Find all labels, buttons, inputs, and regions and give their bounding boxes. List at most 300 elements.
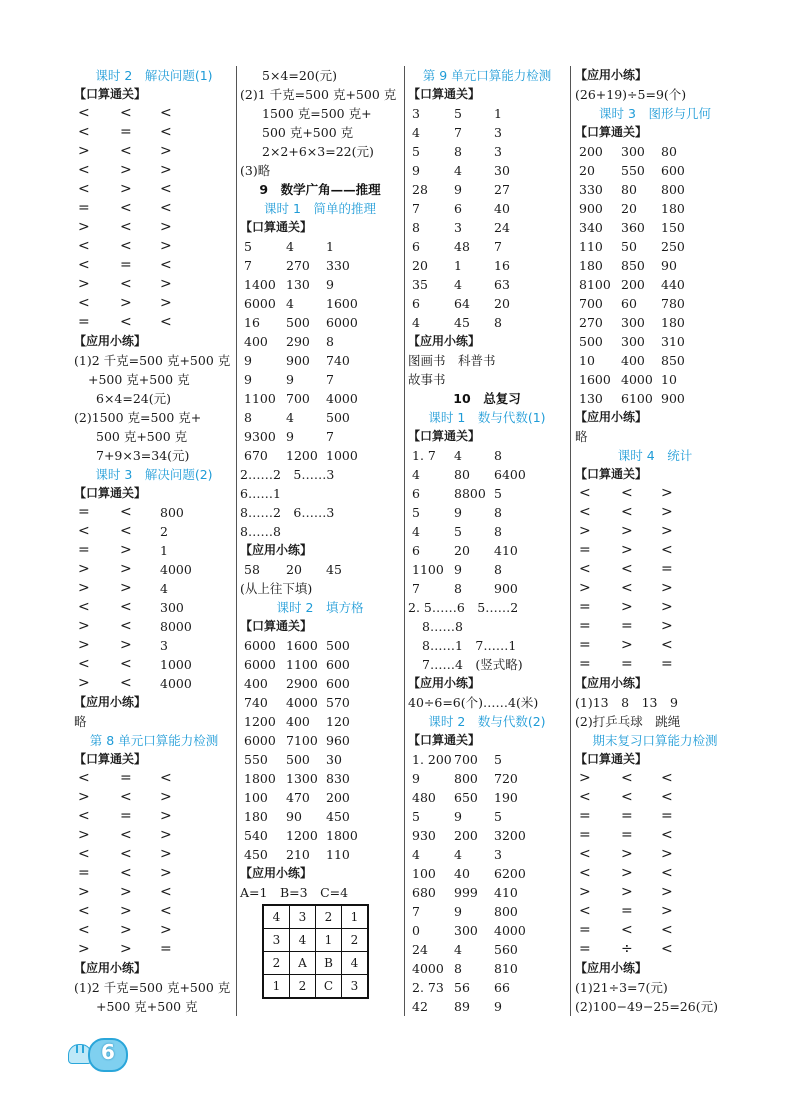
answer-row xyxy=(408,123,566,142)
answer-row xyxy=(240,750,400,769)
answer-text: 5×4=20(元) xyxy=(262,68,338,83)
grid-cell: 2 xyxy=(342,929,369,952)
answer-cell: > xyxy=(78,884,90,900)
answer-cell: 6000 xyxy=(244,296,276,311)
answer-cell: 400 xyxy=(286,714,310,729)
answer-row xyxy=(74,674,234,693)
answer-cell: 42 xyxy=(412,999,428,1014)
answer-cell: 80 xyxy=(661,144,677,159)
answer-row xyxy=(575,788,735,807)
answer-cell: 7 xyxy=(326,429,334,444)
answer-cell: 8 xyxy=(494,524,502,539)
answer-text: (1)21÷3=7(元) xyxy=(575,980,668,995)
answer-row xyxy=(240,712,400,731)
answer-row xyxy=(408,446,566,465)
answer-cell: > xyxy=(160,219,172,235)
answer-row xyxy=(575,484,735,503)
answer-row xyxy=(240,674,400,693)
answer-cell: < xyxy=(160,124,172,140)
answer-text: A=1 B=3 C=4 xyxy=(240,885,349,900)
answer-cell: 250 xyxy=(661,239,685,254)
answer-cell: > xyxy=(579,884,591,900)
answer-cell: = xyxy=(579,808,591,824)
answer-cell: 4 xyxy=(454,448,462,463)
answer-cell: 56 xyxy=(454,980,470,995)
answer-text: 2. 5……6 5……2 xyxy=(408,600,519,615)
answer-row xyxy=(240,332,400,351)
answer-cell: > xyxy=(78,219,90,235)
answer-text: (26+19)÷5=9(个) xyxy=(575,87,687,102)
answer-cell: = xyxy=(579,637,591,653)
answer-cell: 180 xyxy=(579,258,603,273)
section-heading: 【口算通关】 xyxy=(408,429,481,443)
answer-cell: 130 xyxy=(579,391,603,406)
answer-cell: 1. 7 xyxy=(412,448,436,463)
answer-row xyxy=(240,237,400,256)
answer-cell: 35 xyxy=(412,277,428,292)
answer-row xyxy=(575,313,735,332)
answer-cell: < xyxy=(661,789,673,805)
section-heading: 【口算通关】 xyxy=(575,752,648,766)
answer-cell: > xyxy=(621,846,633,862)
answer-row xyxy=(575,218,735,237)
answer-cell: 450 xyxy=(244,847,268,862)
answer-cell: 4 xyxy=(412,125,420,140)
answer-cell: 4000 xyxy=(160,562,192,577)
answer-row xyxy=(575,370,735,389)
answer-cell: 480 xyxy=(412,790,436,805)
answer-row xyxy=(74,313,234,332)
section-heading: 【口算通关】 xyxy=(408,733,481,747)
answer-cell: = xyxy=(579,618,591,634)
answer-cell: = xyxy=(621,656,633,672)
answer-cell: 810 xyxy=(494,961,518,976)
answer-cell: 45 xyxy=(326,562,342,577)
answer-cell: 180 xyxy=(244,809,268,824)
answer-cell: 5 xyxy=(494,752,502,767)
answer-cell: 500 xyxy=(579,334,603,349)
answer-row xyxy=(408,541,566,560)
answer-cell: 670 xyxy=(244,448,268,463)
answer-cell: 1800 xyxy=(326,828,358,843)
answer-row xyxy=(74,940,234,959)
answer-cell: < xyxy=(661,865,673,881)
answer-cell: 20 xyxy=(412,258,428,273)
answer-cell: > xyxy=(120,884,132,900)
answer-cell: 6000 xyxy=(244,657,276,672)
answer-cell: 9 xyxy=(454,505,462,520)
answer-cell: 10 xyxy=(661,372,677,387)
answer-row xyxy=(74,142,234,161)
answer-cell: > xyxy=(120,181,132,197)
answer-row xyxy=(575,541,735,560)
answer-cell: 720 xyxy=(494,771,518,786)
answer-cell: > xyxy=(661,846,673,862)
answer-cell: 900 xyxy=(661,391,685,406)
answer-cell: 8 xyxy=(494,315,502,330)
answer-cell: < xyxy=(120,827,132,843)
page-number-badge xyxy=(66,1036,136,1070)
answer-row xyxy=(240,446,400,465)
answer-row xyxy=(575,921,735,940)
answer-row xyxy=(74,921,234,940)
answer-cell: < xyxy=(579,789,591,805)
answer-cell: = xyxy=(621,618,633,634)
answer-cell: 8 xyxy=(494,448,502,463)
answer-cell: > xyxy=(661,618,673,634)
answer-cell: = xyxy=(120,808,132,824)
answer-cell: 5 xyxy=(412,809,420,824)
answer-cell: > xyxy=(78,143,90,159)
answer-row xyxy=(74,218,234,237)
answer-cell: 9 xyxy=(412,771,420,786)
answer-cell: 1 xyxy=(454,258,462,273)
answer-cell: > xyxy=(120,941,132,957)
answer-cell: 6100 xyxy=(621,391,653,406)
answer-row xyxy=(575,161,735,180)
answer-cell: 1100 xyxy=(244,391,276,406)
answer-row xyxy=(408,807,566,826)
answer-cell: 190 xyxy=(494,790,518,805)
answer-cell: > xyxy=(78,276,90,292)
answer-cell: 4 xyxy=(454,163,462,178)
answer-text: 500 克+500 克 xyxy=(96,429,188,444)
answer-cell: 7 xyxy=(494,239,502,254)
answer-cell: 6 xyxy=(412,543,420,558)
answer-cell: 200 xyxy=(621,277,645,292)
answer-cell: 9300 xyxy=(244,429,276,444)
answer-row xyxy=(74,522,234,541)
answer-text: 7+9×3=34(元) xyxy=(96,448,190,463)
section-heading: 【口算通关】 xyxy=(240,619,313,633)
answer-cell: 110 xyxy=(579,239,603,254)
answer-cell: 4 xyxy=(454,847,462,862)
grid-cell: C xyxy=(316,975,342,999)
answer-row xyxy=(240,788,400,807)
answer-cell: 930 xyxy=(412,828,436,843)
answer-text: 6……1 xyxy=(240,486,281,501)
answer-cell: 7 xyxy=(454,125,462,140)
answer-row xyxy=(408,313,566,332)
answer-cell: = xyxy=(579,827,591,843)
answer-row xyxy=(575,769,735,788)
answer-cell: < xyxy=(621,561,633,577)
answer-cell: 1200 xyxy=(244,714,276,729)
grid-cell: 1 xyxy=(263,975,290,999)
answer-cell: 300 xyxy=(160,600,184,615)
answer-cell: 9 xyxy=(244,353,252,368)
answer-cell: < xyxy=(579,561,591,577)
answer-cell: 180 xyxy=(661,315,685,330)
section-heading: 【应用小练】 xyxy=(575,410,648,424)
answer-cell: 300 xyxy=(621,144,645,159)
page-number: 6 xyxy=(101,1040,115,1064)
answer-row xyxy=(575,940,735,959)
lesson-title: 10 总复习 xyxy=(453,391,521,406)
answer-cell: 3 xyxy=(494,847,502,862)
grid-cell: 3 xyxy=(290,905,316,929)
answer-row xyxy=(240,731,400,750)
answer-cell: = xyxy=(120,124,132,140)
answer-column-1 xyxy=(74,66,234,1016)
answer-cell: 4000 xyxy=(286,695,318,710)
answer-cell: 740 xyxy=(326,353,350,368)
answer-cell: > xyxy=(621,523,633,539)
lesson-title: 课时 1 数与代数(1) xyxy=(428,410,546,425)
answer-cell: < xyxy=(120,219,132,235)
answer-row xyxy=(240,256,400,275)
answer-cell: 2900 xyxy=(286,676,318,691)
answer-cell: 300 xyxy=(621,334,645,349)
answer-cell: = xyxy=(621,903,633,919)
answer-cell: 48 xyxy=(454,239,470,254)
answer-cell: 500 xyxy=(286,315,310,330)
grid-cell: 2 xyxy=(316,905,342,929)
column-divider xyxy=(570,66,571,1016)
answer-cell: > xyxy=(120,580,132,596)
answer-cell: > xyxy=(160,922,172,938)
answer-cell: 1200 xyxy=(286,448,318,463)
answer-cell: = xyxy=(120,257,132,273)
answer-row xyxy=(408,940,566,959)
answer-cell: 9 xyxy=(454,809,462,824)
answer-row xyxy=(408,522,566,541)
answer-cell: 310 xyxy=(661,334,685,349)
answer-cell: 1000 xyxy=(326,448,358,463)
answer-cell: < xyxy=(120,865,132,881)
answer-row xyxy=(575,294,735,313)
answer-text: (1)2 千克=500 克+500 克 xyxy=(74,980,231,995)
answer-cell: < xyxy=(78,846,90,862)
answer-cell: > xyxy=(78,675,90,691)
answer-cell: 20 xyxy=(494,296,510,311)
answer-cell: < xyxy=(120,504,132,520)
grid-cell: 2 xyxy=(290,975,316,999)
answer-row xyxy=(575,256,735,275)
answer-row xyxy=(575,560,735,579)
section-heading: 【应用小练】 xyxy=(575,961,648,975)
answer-cell: < xyxy=(78,295,90,311)
answer-row xyxy=(408,161,566,180)
answer-cell: 3 xyxy=(160,638,168,653)
answer-cell: 5 xyxy=(494,486,502,501)
section-heading: 【口算通关】 xyxy=(74,752,147,766)
section-heading: 【口算通关】 xyxy=(575,467,648,481)
answer-column-2 xyxy=(240,66,400,1008)
answer-row xyxy=(74,541,234,560)
answer-cell: 440 xyxy=(661,277,685,292)
answer-row xyxy=(408,769,566,788)
answer-cell: 830 xyxy=(326,771,350,786)
answer-row xyxy=(74,655,234,674)
answer-cell: 4 xyxy=(412,524,420,539)
number-grid xyxy=(240,904,400,1008)
answer-cell: 8 xyxy=(454,144,462,159)
answer-cell: 4 xyxy=(454,942,462,957)
answer-cell: 130 xyxy=(286,277,310,292)
answer-cell: 400 xyxy=(621,353,645,368)
lesson-title: 课时 3 解决问题(2) xyxy=(95,467,213,482)
answer-cell: 740 xyxy=(244,695,268,710)
answer-cell: 4 xyxy=(286,296,294,311)
answer-cell: 4 xyxy=(454,277,462,292)
answer-row xyxy=(74,845,234,864)
answer-cell: < xyxy=(160,257,172,273)
answer-cell: < xyxy=(160,200,172,216)
answer-row xyxy=(74,161,234,180)
answer-row xyxy=(575,617,735,636)
answer-cell: = xyxy=(78,504,90,520)
answer-cell: > xyxy=(579,770,591,786)
answer-row xyxy=(74,598,234,617)
answer-cell: < xyxy=(160,770,172,786)
answer-cell: 6400 xyxy=(494,467,526,482)
answer-row xyxy=(240,275,400,294)
answer-cell: 4 xyxy=(412,315,420,330)
answer-cell: 8 xyxy=(326,334,334,349)
answer-row xyxy=(408,864,566,883)
answer-row xyxy=(74,617,234,636)
answer-text: 图画书 科普书 xyxy=(408,353,496,368)
answer-cell: < xyxy=(661,941,673,957)
column-divider xyxy=(236,66,237,1016)
answer-cell: 6000 xyxy=(326,315,358,330)
answer-cell: 58 xyxy=(244,562,260,577)
answer-column-3 xyxy=(408,66,566,1016)
answer-cell: 4 xyxy=(286,239,294,254)
answer-cell: 60 xyxy=(621,296,637,311)
answer-cell: 1800 xyxy=(244,771,276,786)
answer-cell: 270 xyxy=(286,258,310,273)
answer-row xyxy=(408,275,566,294)
answer-cell: < xyxy=(621,504,633,520)
answer-cell: 450 xyxy=(326,809,350,824)
answer-row xyxy=(408,294,566,313)
lesson-title: 课时 1 简单的推理 xyxy=(264,201,376,216)
answer-cell: 540 xyxy=(244,828,268,843)
answer-cell: 9 xyxy=(326,277,334,292)
answer-cell: 8000 xyxy=(160,619,192,634)
answer-cell: 9 xyxy=(286,429,294,444)
answer-cell: 680 xyxy=(412,885,436,900)
answer-cell: 7 xyxy=(412,201,420,216)
answer-cell: 700 xyxy=(454,752,478,767)
answer-cell: 8 xyxy=(494,505,502,520)
answer-cell: < xyxy=(78,523,90,539)
answer-row xyxy=(575,807,735,826)
grid-cell: 4 xyxy=(290,929,316,952)
answer-cell: 4 xyxy=(286,410,294,425)
answer-cell: < xyxy=(78,922,90,938)
grid-cell: 4 xyxy=(342,952,369,975)
answer-cell: 0 xyxy=(412,923,420,938)
answer-cell: 210 xyxy=(286,847,310,862)
answer-cell: 1200 xyxy=(286,828,318,843)
answer-cell: 9 xyxy=(244,372,252,387)
answer-cell: 6 xyxy=(412,296,420,311)
answer-cell: 330 xyxy=(326,258,350,273)
answer-cell: 8 xyxy=(494,562,502,577)
answer-cell: 1000 xyxy=(160,657,192,672)
answer-cell: 180 xyxy=(661,201,685,216)
answer-cell: > xyxy=(661,485,673,501)
answer-row xyxy=(240,370,400,389)
answer-row xyxy=(408,560,566,579)
answer-cell: 600 xyxy=(661,163,685,178)
answer-cell: > xyxy=(661,884,673,900)
answer-row xyxy=(74,199,234,218)
answer-cell: 270 xyxy=(579,315,603,330)
answer-cell: 1600 xyxy=(286,638,318,653)
answer-cell: 999 xyxy=(454,885,478,900)
answer-row xyxy=(74,902,234,921)
answer-cell: 1600 xyxy=(326,296,358,311)
section-heading: 【应用小练】 xyxy=(240,543,313,557)
answer-cell: 300 xyxy=(621,315,645,330)
answer-row xyxy=(575,655,735,674)
answer-cell: = xyxy=(661,656,673,672)
answer-cell: < xyxy=(160,903,172,919)
answer-cell: 4000 xyxy=(326,391,358,406)
answer-cell: 6000 xyxy=(244,733,276,748)
answer-row xyxy=(575,902,735,921)
answer-cell: 90 xyxy=(661,258,677,273)
answer-cell: 600 xyxy=(326,657,350,672)
answer-cell: < xyxy=(78,770,90,786)
answer-row xyxy=(240,408,400,427)
answer-cell: < xyxy=(621,789,633,805)
answer-row xyxy=(575,275,735,294)
answer-cell: 4000 xyxy=(412,961,444,976)
answer-cell: 900 xyxy=(286,353,310,368)
answer-cell: > xyxy=(120,542,132,558)
answer-cell: < xyxy=(120,276,132,292)
answer-cell: 400 xyxy=(244,334,268,349)
answer-row xyxy=(240,427,400,446)
section-heading: 【口算通关】 xyxy=(575,125,648,139)
answer-cell: > xyxy=(160,865,172,881)
answer-cell: 6200 xyxy=(494,866,526,881)
answer-cell: < xyxy=(160,105,172,121)
answer-cell: = xyxy=(78,314,90,330)
answer-cell: 9 xyxy=(454,904,462,919)
answer-cell: 3200 xyxy=(494,828,526,843)
answer-row xyxy=(575,142,735,161)
answer-row xyxy=(74,180,234,199)
answer-row xyxy=(408,845,566,864)
lesson-title: 第 9 单元口算能力检测 xyxy=(422,68,552,83)
answer-cell: < xyxy=(661,922,673,938)
answer-row xyxy=(74,826,234,845)
answer-row xyxy=(408,883,566,902)
grid-cell: 3 xyxy=(263,929,290,952)
answer-cell: 1600 xyxy=(579,372,611,387)
answer-row xyxy=(240,294,400,313)
answer-cell: 90 xyxy=(286,809,302,824)
answer-cell: 5 xyxy=(454,524,462,539)
answer-cell: < xyxy=(621,580,633,596)
answer-cell: 1 xyxy=(326,239,334,254)
answer-row xyxy=(74,636,234,655)
section-heading: 【应用小练】 xyxy=(74,334,147,348)
answer-cell: 800 xyxy=(160,505,184,520)
answer-cell: > xyxy=(78,941,90,957)
answer-cell: 8 xyxy=(454,581,462,596)
answer-cell: = xyxy=(120,770,132,786)
answer-cell: 5 xyxy=(412,144,420,159)
answer-cell: < xyxy=(120,200,132,216)
answer-row xyxy=(408,959,566,978)
